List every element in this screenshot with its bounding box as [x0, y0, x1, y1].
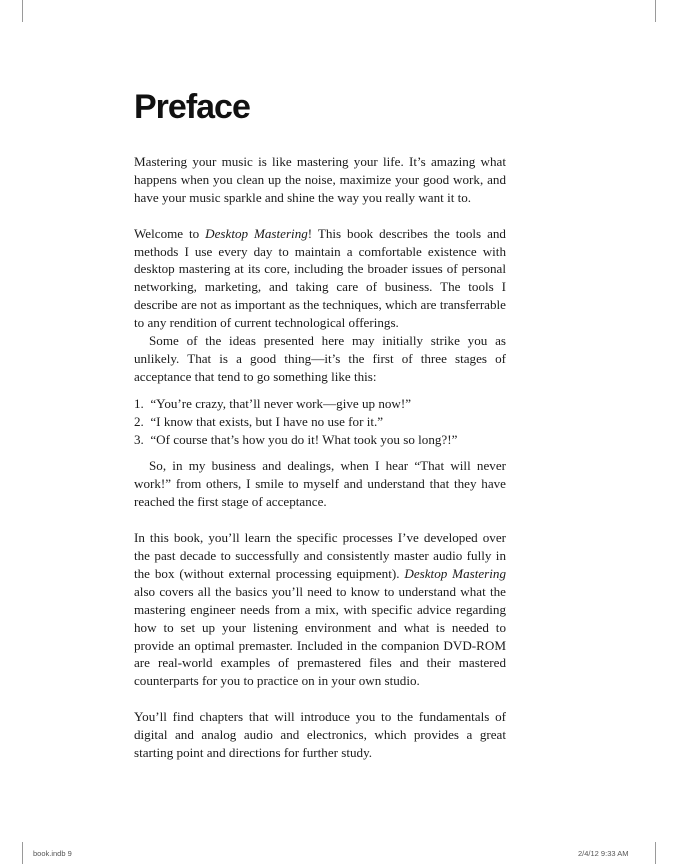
crop-mark-bottom-right: [655, 842, 656, 864]
paragraph-3: Some of the ideas presented here may initially strike you as unlikely. That is a good thing—it’s the first of three stages of acceptance that tend to go something like this:: [134, 333, 506, 384]
paragraph-2: Welcome to Desktop Mastering! This book describes the tools and methods I use every day to maintain a comfortable existence with desktop mastering at its core, including the broader issues of personal networking, marketing, and taking care of business. The tools I describe are not as important as the techniques, which are transferrable to any rendition of current technological offerings.: [134, 225, 506, 331]
crop-mark-top-left: [22, 0, 23, 22]
list-item: 3. “Of course that’s how you do it! What took you so long?!”: [134, 431, 458, 447]
list-item: 2. “I know that exists, but I have no use for it.”: [134, 413, 384, 429]
paragraph-4: So, in my business and dealings, when I hear “That will never work!” from others, I smile to myself and understand that they have reached the first stage of acceptance.: [134, 458, 506, 510]
book-title: Desktop Mastering: [205, 225, 308, 241]
slug-file-info: book.indb 9: [33, 849, 72, 858]
book-title: Desktop Mastering: [404, 565, 506, 581]
body-text: [134, 153, 506, 762]
list-item: 1. “You’re crazy, that’ll never work—give up now!”: [134, 395, 412, 411]
acceptance-stages-list: [134, 395, 506, 449]
paragraph-1: Mastering your music is like mastering your life. It’s amazing what happens when you clean up the noise, maximize your good work, and have your music sparkle and shine the way you really want it to.: [134, 154, 506, 205]
slug-timestamp: 2/4/12 9:33 AM: [578, 849, 629, 858]
crop-mark-top-right: [655, 0, 656, 22]
paragraph-6: You’ll find chapters that will introduce you to the fundamentals of digital and analog audio and electronics, which provides a great starting point and directions for further study.: [134, 709, 506, 760]
page-title: Preface: [134, 88, 250, 126]
paragraph-5: In this book, you’ll learn the specific processes I’ve developed over the past decade to successfully and consistently master audio fully in the box (without external processing equipment). Desktop Mastering also covers all the basics you’ll need to know to understand what the mastering engineer needs from a mix, with specific advice regarding how to set up your listening environment and what is needed to provide an optimal premaster. Included in the companion DVD-ROM are real-world examples of premastered files and their mastered counterparts for you to practice on in your own studio.: [134, 530, 506, 689]
crop-mark-bottom-left: [22, 842, 23, 864]
